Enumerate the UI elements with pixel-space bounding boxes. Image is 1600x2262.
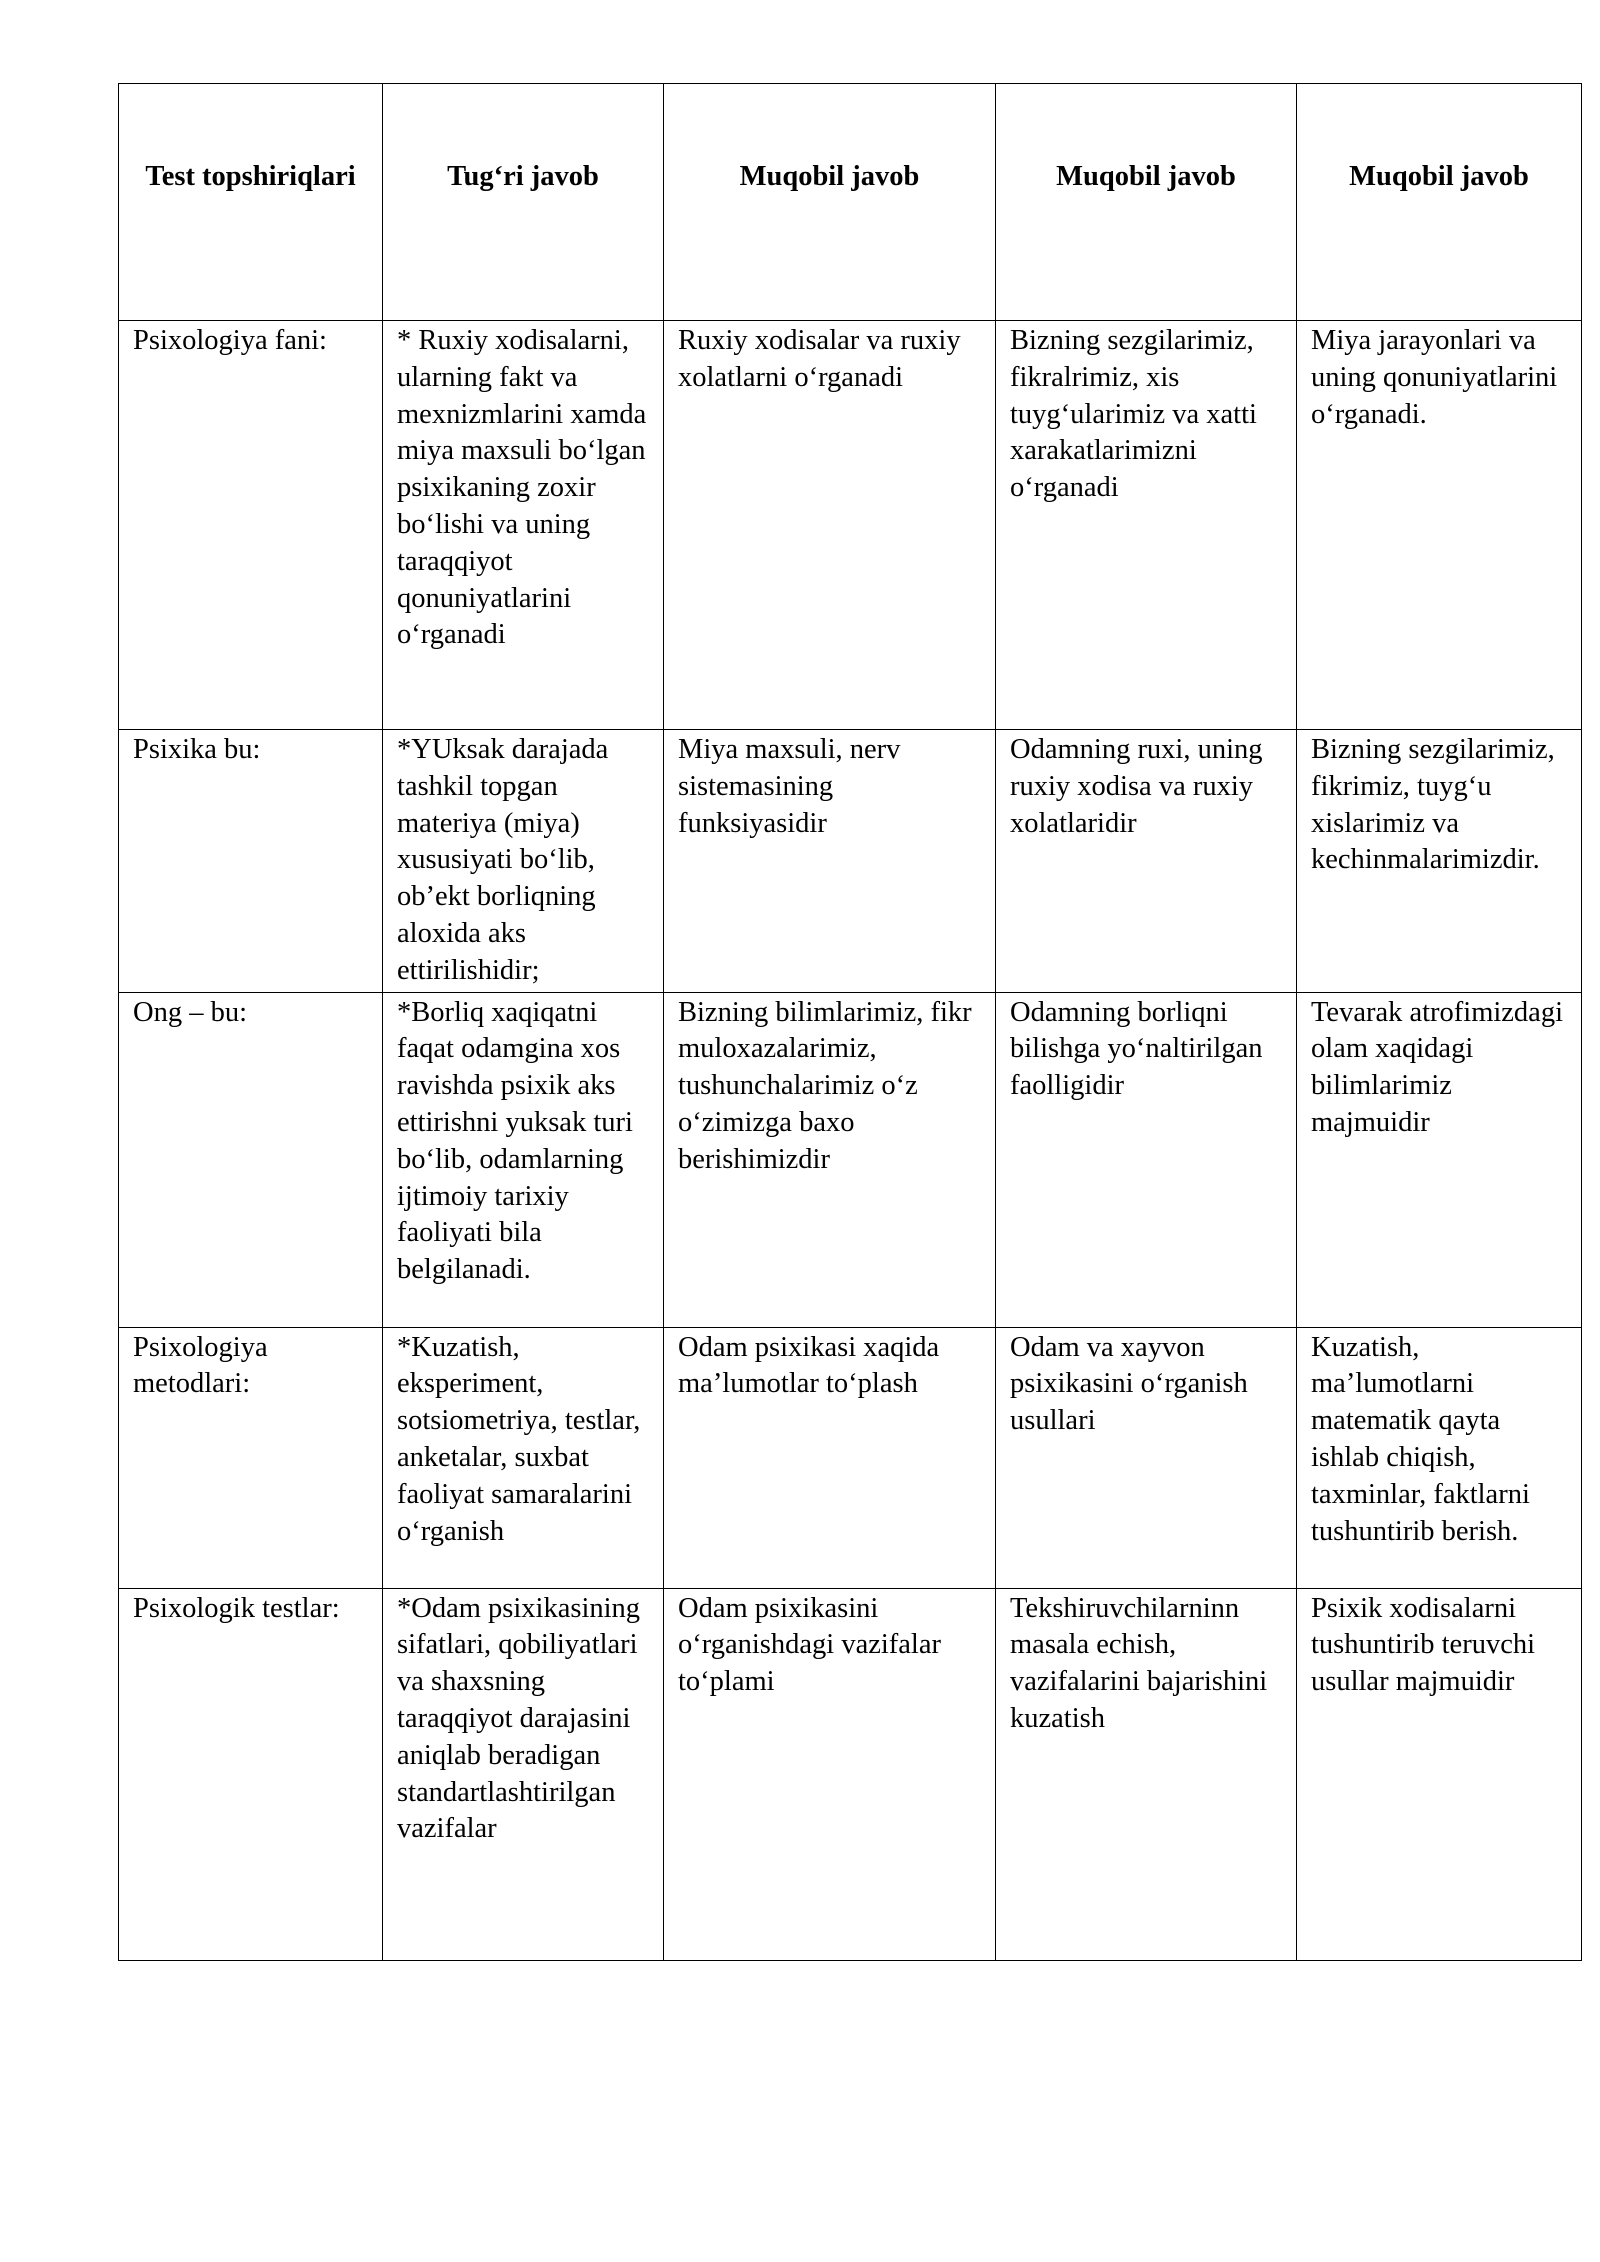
- table-row: [119, 1588, 1582, 1960]
- table-header-row: [119, 84, 1582, 321]
- alternative-answer-cell: Miya jarayonlari va uning qonuniyatlarini o‘rganadi.: [1297, 321, 1582, 730]
- alternative-answer-cell: Bizning sezgilarimiz, fikralrimiz, xis tuyg‘ularimiz va xatti xarakatlarimizni o‘rganadi: [996, 321, 1297, 730]
- alternative-answer-cell: Odamning ruxi, uning ruxiy xodisa va ruxiy xolatlaridir: [996, 730, 1297, 993]
- question-cell: Psixologiya metodlari:: [119, 1327, 383, 1588]
- header-test-tasks: Test topshiriqlari: [119, 84, 383, 321]
- alternative-answer-cell: Odam psixikasi xaqida ma’lumotlar to‘plash: [664, 1327, 996, 1588]
- table-row: [119, 730, 1582, 993]
- question-cell: Psixologik testlar:: [119, 1588, 383, 1960]
- correct-answer-cell: *Kuzatish, eksperiment, sotsiometriya, testlar, anketalar, suxbat faoliyat samaralarini o‘rganish: [383, 1327, 664, 1588]
- header-alternative-answer-3: Muqobil javob: [1297, 84, 1582, 321]
- question-cell: Psixologiya fani:: [119, 321, 383, 730]
- table-row: [119, 992, 1582, 1327]
- correct-answer-cell: *Borliq xaqiqatni faqat odamgina xos ravishda psixik aks ettirishni yuksak turi bo‘lib, odamlarning ijtimoiy tarixiy faoliyati bila belgilanadi.: [383, 992, 664, 1327]
- alternative-answer-cell: Bizning sezgilarimiz, fikrimiz, tuyg‘u xislarimiz va kechinmalarimizdir.: [1297, 730, 1582, 993]
- correct-answer-cell: *YUksak darajada tashkil topgan materiya (miya) xususiyati bo‘lib, ob’ekt borliqning aloxida aks ettirilishidir;: [383, 730, 664, 993]
- header-correct-answer: Tug‘ri javob: [383, 84, 664, 321]
- correct-answer-cell: * Ruxiy xodisalarni, ularning fakt va mexnizmlarini xamda miya maxsuli bo‘lgan psixikaning zoxir bo‘lishi va uning taraqqiyot qonuniyatlarini o‘rganadi: [383, 321, 664, 730]
- alternative-answer-cell: Tekshiruvchilarninn masala echish, vazifalarini bajarishini kuzatish: [996, 1588, 1297, 1960]
- alternative-answer-cell: Psixik xodisalarni tushuntirib teruvchi usullar majmuidir: [1297, 1588, 1582, 1960]
- alternative-answer-cell: Miya maxsuli, nerv sistemasining funksiyasidir: [664, 730, 996, 993]
- test-table: [118, 83, 1582, 1961]
- question-cell: Ong – bu:: [119, 992, 383, 1327]
- alternative-answer-cell: Bizning bilimlarimiz, fikr muloxazalarimiz, tushunchalarimiz o‘z o‘zimizga baxo berishimizdir: [664, 992, 996, 1327]
- alternative-answer-cell: Tevarak atrofimizdagi olam xaqidagi bilimlarimiz majmuidir: [1297, 992, 1582, 1327]
- table-row: [119, 1327, 1582, 1588]
- alternative-answer-cell: Odam va xayvon psixikasini o‘rganish usullari: [996, 1327, 1297, 1588]
- alternative-answer-cell: Ruxiy xodisalar va ruxiy xolatlarni o‘rganadi: [664, 321, 996, 730]
- table-row: [119, 321, 1582, 730]
- header-alternative-answer-2: Muqobil javob: [996, 84, 1297, 321]
- correct-answer-cell: *Odam psixikasining sifatlari, qobiliyatlari va shaxsning taraqqiyot darajasini aniqlab beradigan standartlashtirilgan vazifalar: [383, 1588, 664, 1960]
- alternative-answer-cell: Kuzatish, ma’lumotlarni matematik qayta ishlab chiqish, taxminlar, faktlarni tushuntirib berish.: [1297, 1327, 1582, 1588]
- alternative-answer-cell: Odam psixikasini o‘rganishdagi vazifalar to‘plami: [664, 1588, 996, 1960]
- header-alternative-answer-1: Muqobil javob: [664, 84, 996, 321]
- alternative-answer-cell: Odamning borliqni bilishga yo‘naltirilgan faolligidir: [996, 992, 1297, 1327]
- question-cell: Psixika bu:: [119, 730, 383, 993]
